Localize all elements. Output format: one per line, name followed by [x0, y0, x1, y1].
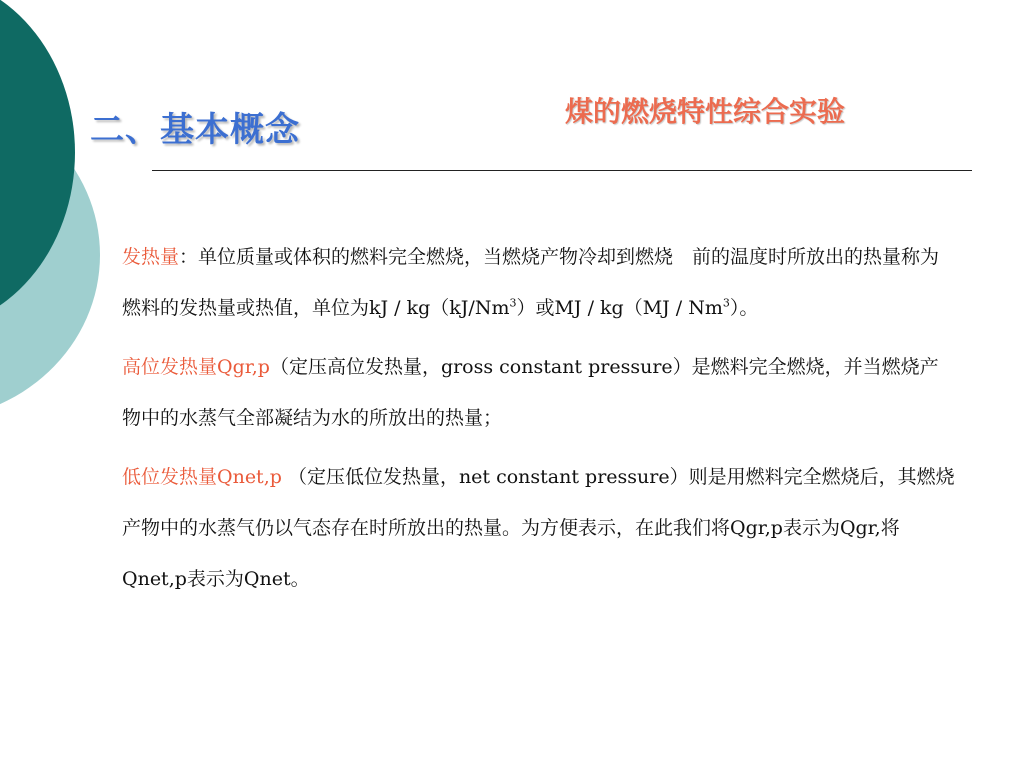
superscript: 3: [722, 296, 730, 310]
superscript: 3: [509, 296, 517, 310]
term-heating-value: 发热量: [122, 246, 180, 268]
definition-net-heating-value: [122, 452, 957, 605]
definition-text: ：单位质量或体积的燃料完全燃烧，当燃烧产物冷却到燃烧 前的温度时所放出的热量称为燃料的发热量或热值，单位为kJ / kg（kJ/Nm: [122, 246, 940, 319]
definition-text: ）。: [729, 297, 759, 319]
definition-gross-heating-value: [122, 342, 957, 444]
slide-body: [122, 232, 957, 613]
definition-heating-value: [122, 232, 957, 334]
definition-text: （定压高位发热量，gross constant pressure）是燃料完全燃烧，并当燃烧产物中的水蒸气全部凝结为水的所放出的热量；: [122, 356, 939, 429]
term-net-heating-value: 低位发热量Qnet,p: [122, 466, 282, 488]
subject-title: 煤的燃烧特性综合实验: [565, 95, 846, 128]
definition-text: ）或MJ / kg（MJ / Nm: [516, 297, 723, 319]
term-gross-heating-value: 高位发热量Qgr,p: [122, 356, 270, 378]
header-divider: [152, 170, 972, 171]
section-title: 二、基本概念: [90, 110, 300, 150]
definition-text: （定压低位发热量，net constant pressure）则是用燃料完全燃烧后，其燃烧产物中的水蒸气仍以气态存在时所放出的热量。为方便表示，在此我们将Qgr,p表示为Qgr,将Qnet,p表示为Qnet。: [122, 466, 955, 590]
